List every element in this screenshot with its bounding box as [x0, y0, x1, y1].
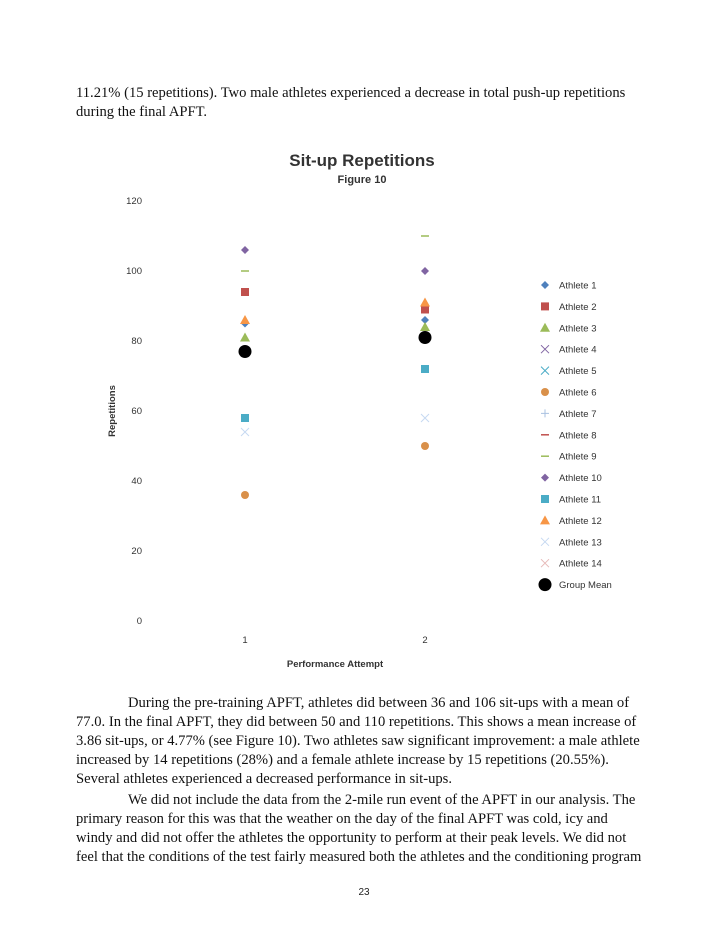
data-point [239, 345, 252, 358]
legend-marker [541, 538, 549, 546]
data-point [420, 298, 430, 307]
legend-label: Athlete 5 [559, 366, 597, 378]
legend-marker [541, 345, 549, 353]
legend-label: Athlete 7 [559, 408, 597, 420]
legend-label: Athlete 10 [559, 473, 602, 485]
legend-marker [541, 281, 549, 289]
y-tick-label: 80 [131, 336, 142, 347]
data-points [239, 236, 432, 499]
situp-analysis-paragraph: During the pre-training APFT, athletes did between 36 and 106 sit-ups with a mean of 77.0. In the final APFT, they did between 50 and 110 repetitions. This shows a mean increase of 3.86 sit-ups, or 4.77% (see Figure 10). Two athletes saw significant improvement: a male athlete increased by 14 repetitions (28%) and a female athlete increase by 15 repetitions (20.55%). Several athletes experienced a decreased performance in sit-ups. [76, 695, 640, 787]
legend-marker [540, 323, 550, 332]
legend-label: Athlete 9 [559, 451, 597, 463]
data-point [241, 288, 249, 296]
data-point [421, 306, 429, 314]
data-point [420, 322, 430, 331]
legend-label: Athlete 2 [559, 301, 597, 313]
data-point [419, 331, 432, 344]
y-tick-label: 120 [126, 196, 142, 207]
legend-marker [540, 515, 550, 524]
data-point [240, 315, 250, 324]
x-tick-labels [242, 635, 427, 646]
y-tick-label: 40 [131, 476, 142, 487]
y-axis-label: Repetitions [107, 385, 118, 437]
legend-label: Athlete 4 [559, 344, 597, 356]
x-tick-label: 2 [422, 635, 428, 646]
data-point [241, 414, 249, 422]
data-point [421, 414, 429, 422]
data-point [241, 491, 249, 499]
legend-marker [541, 559, 549, 567]
situp-chart [0, 140, 728, 680]
legend-label: Athlete 12 [559, 515, 602, 527]
y-tick-labels [126, 196, 142, 627]
legend-marker [541, 474, 549, 482]
data-point [421, 442, 429, 450]
legend-label: Athlete 6 [559, 387, 597, 399]
data-point [241, 246, 249, 254]
legend [539, 281, 612, 592]
legend-marker [539, 578, 552, 591]
legend-label: Athlete 11 [559, 494, 602, 506]
legend-label: Athlete 8 [559, 430, 597, 442]
legend-label: Athlete 14 [559, 558, 602, 570]
legend-label: Group Mean [559, 580, 612, 592]
legend-marker [541, 388, 549, 396]
data-point [241, 428, 249, 436]
intro-paragraph: 11.21% (15 repetitions). Two male athletes experienced a decrease in total push-up repetitions during the final APFT. [76, 85, 626, 120]
y-tick-label: 60 [131, 406, 142, 417]
legend-marker [541, 302, 549, 310]
data-point [240, 333, 250, 342]
x-axis-label: Performance Attempt [286, 659, 384, 670]
legend-label: Athlete 3 [559, 323, 597, 335]
chart-title: Sit-up Repetitions [289, 151, 435, 170]
run-exclusion-paragraph: We did not include the data from the 2-mile run event of the APFT in our analysis. The primary reason for this was that the weather on the day of the final APFT was cold, icy and windy and did not offer the athletes the opportunity to perform at their peak levels. We did not feel that the conditions of the test fairly measured both the athletes and the conditioning program [76, 792, 642, 865]
x-tick-label: 1 [242, 635, 248, 646]
legend-marker [541, 409, 549, 417]
y-tick-label: 0 [136, 616, 142, 627]
y-tick-label: 100 [126, 266, 142, 277]
legend-label: Athlete 1 [559, 280, 597, 292]
data-point [421, 267, 429, 275]
page-number: 23 [358, 887, 370, 898]
chart-subtitle: Figure 10 [337, 174, 387, 186]
legend-label: Athlete 13 [559, 537, 602, 549]
legend-marker [541, 495, 549, 503]
data-point [421, 365, 429, 373]
y-tick-label: 20 [131, 546, 142, 557]
legend-marker [541, 367, 549, 375]
